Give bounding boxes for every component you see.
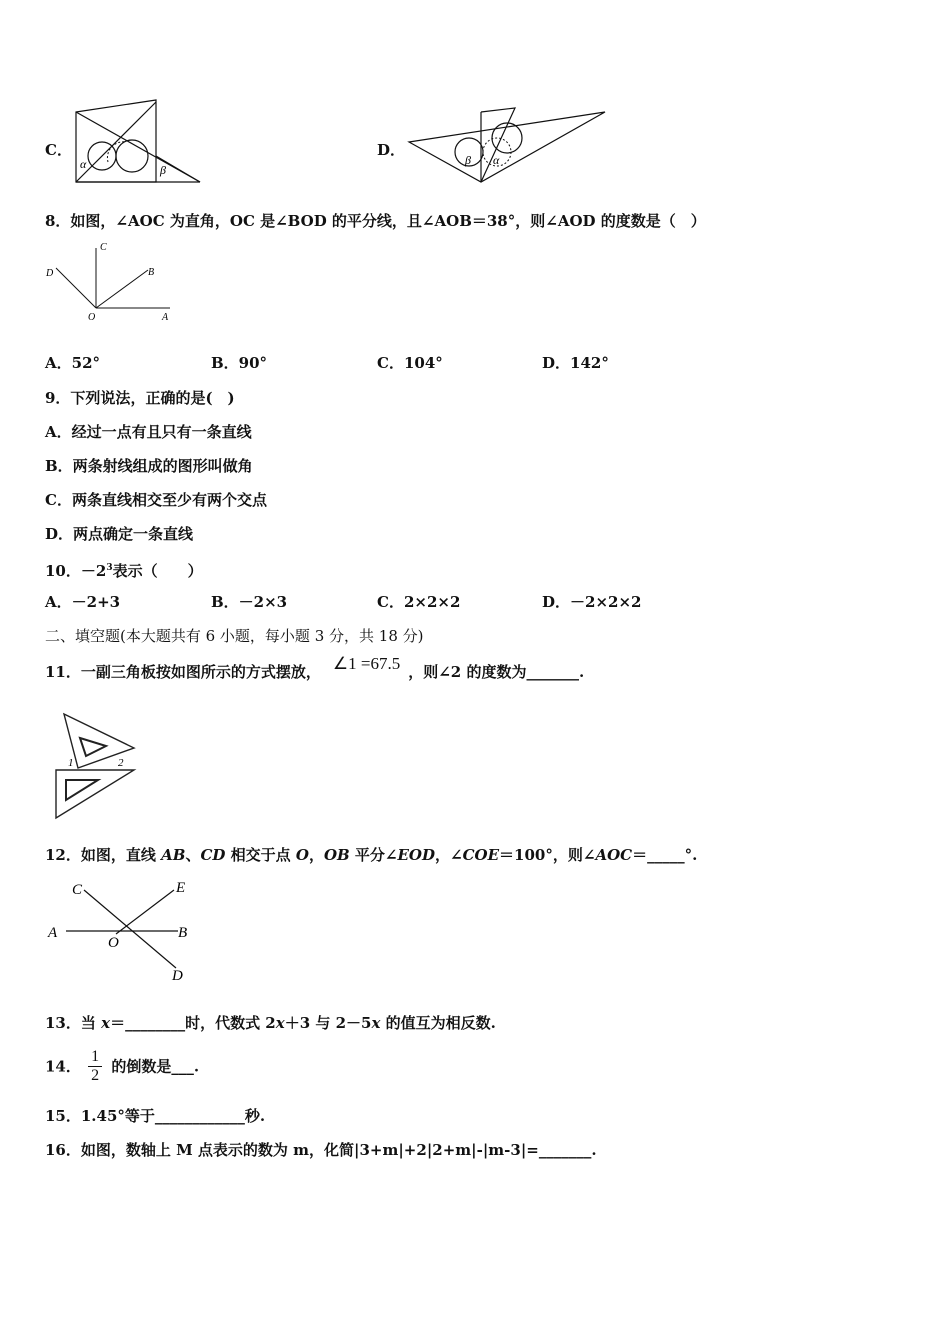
q10-option-d: D．－2×2×2 [542, 593, 642, 611]
question-11-text: 11．一副三角板按如图所示的方式摆放， ∠1 =67.5 ，则∠2 的度数为_______. [45, 654, 585, 681]
q9-option-a: A．经过一点有且只有一条直线 [45, 423, 252, 441]
question-10-text: 10．$-2^3$表示（ ） [45, 562, 203, 580]
question-15-text: 15．1.45°等于____________秒. [45, 1107, 266, 1125]
label-c: C [72, 882, 83, 898]
label-b: B [178, 925, 188, 941]
label-d: D [46, 268, 54, 279]
angle-formula: ∠1 =67.5 [332, 654, 401, 673]
q8-option-c: C．104° [377, 354, 443, 372]
beta-label: β [465, 153, 471, 167]
beta-label: β [160, 163, 166, 177]
label-e: E [176, 880, 186, 896]
angle-1-label: 1 [68, 757, 74, 769]
fraction-one-half: $\frac{1}{2}$ [88, 1048, 102, 1085]
label-c: C [100, 242, 107, 253]
q7-figure-c [72, 98, 204, 186]
option-c-label: C． [45, 141, 72, 159]
option-d-label: D． [377, 141, 406, 159]
q8-option-b: B．90° [211, 354, 268, 372]
label-b: B [148, 267, 155, 278]
alpha-label: α [493, 153, 500, 167]
q10-option-c: C．2×2×2 [377, 593, 461, 611]
alpha-label: α [80, 157, 87, 171]
q10-option-a: A．－2+3 [45, 593, 121, 611]
q7-figure-d [405, 106, 605, 186]
section-2-title: 二、填空题(本大题共有 6 小题，每小题 3 分，共 18 分) [45, 627, 424, 645]
q8-option-a: A．52° [45, 354, 101, 372]
q12-figure [48, 876, 198, 986]
question-8-text: 8．如图，∠AOC 为直角，OC 是∠BOD 的平分线，且∠AOB＝38°，则∠AOD 的度数是（ ） [45, 212, 706, 230]
label-a: A [162, 312, 169, 323]
q10-option-b: B．－2×3 [211, 593, 288, 611]
question-13-text: 13．当 x＝________时，代数式 2x＋3 与 2－5x 的值互为相反数. [45, 1014, 496, 1032]
q11-triangles-figure [54, 712, 138, 820]
q9-option-c: C．两条直线相交至少有两个交点 [45, 491, 267, 509]
label-o: O [108, 935, 119, 951]
label-a: A [48, 925, 58, 941]
question-9-text: 9．下列说法，正确的是( ) [45, 389, 235, 407]
q9-option-b: B．两条射线组成的图形叫做角 [45, 457, 253, 475]
angle-2-label: 2 [118, 757, 124, 769]
question-14-text: 14． $\frac{1}{2}$ 的倒数是___. [45, 1048, 200, 1084]
q8-figure [44, 240, 174, 324]
question-12-text: 12．如图，直线 AB、CD 相交于点 O，OB 平分∠EOD，∠COE＝100°，则∠AOC＝_____°. [45, 846, 698, 864]
label-o: O [88, 312, 96, 323]
q9-option-d: D．两点确定一条直线 [45, 525, 194, 543]
question-16-text: 16．如图，数轴上 M 点表示的数为 m，化简|3+m|+2|2+m|-|m-3|=_______. [45, 1141, 597, 1159]
label-d: D [172, 968, 183, 984]
q8-option-d: D．142° [542, 354, 609, 372]
